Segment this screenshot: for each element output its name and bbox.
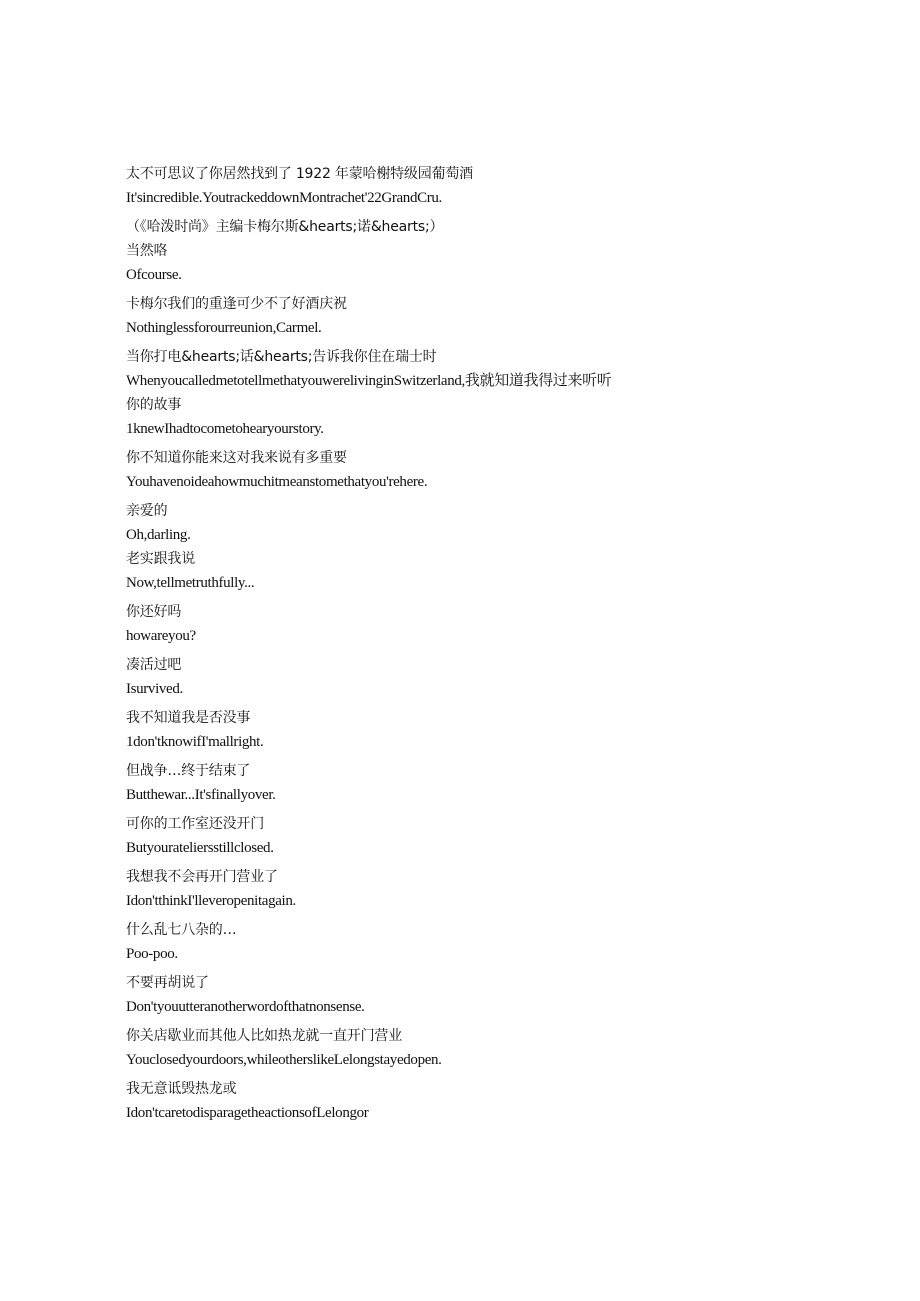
text-line: Butyourateliersstillclosed. bbox=[126, 840, 274, 856]
text-line: 卡梅尔我们的重逢可少不了好酒庆祝 bbox=[126, 296, 347, 312]
text-line: 我不知道我是否没事 bbox=[126, 710, 251, 726]
text-line: 1knewIhadtocometohearyourstory. bbox=[126, 421, 324, 437]
text-line: It'sincredible.YoutrackeddownMontrachet'22GrandCru. bbox=[126, 190, 442, 206]
text-line: 1don'tknowifI'mallright. bbox=[126, 734, 264, 750]
text-line: 当然咯 bbox=[126, 243, 168, 259]
subtitle-transcript bbox=[126, 162, 826, 1125]
text-line: 太不可思议了你居然找到了 1922 年蒙哈榭特级园葡萄酒 bbox=[126, 166, 473, 182]
text-line: 你还好吗 bbox=[126, 604, 182, 620]
text-line: 不要再胡说了 bbox=[126, 975, 209, 991]
text-line: 我想我不会再开门营业了 bbox=[126, 869, 278, 885]
text-line: howareyou? bbox=[126, 628, 196, 644]
text-line: Poo-poo. bbox=[126, 946, 178, 962]
text-line: 亲爱的 bbox=[126, 503, 168, 519]
text-line: 当你打电&hearts;话&hearts;告诉我你住在瑞士时 bbox=[126, 349, 437, 365]
text-line: 我无意诋毁热龙或 bbox=[126, 1081, 237, 1097]
text-line: Idon'tcaretodisparagetheactionsofLelongor bbox=[126, 1105, 369, 1121]
text-line: 可你的工作室还没开门 bbox=[126, 816, 264, 832]
text-line: Ofcourse. bbox=[126, 267, 182, 283]
text-line: 你不知道你能来这对我来说有多重要 bbox=[126, 450, 347, 466]
text-line: 你的故事 bbox=[126, 397, 182, 413]
text-line: Idon'tthinkI'lleveropenitagain. bbox=[126, 893, 296, 909]
text-line: 但战争…终于结束了 bbox=[126, 763, 251, 779]
text-line: Now,tellmetruthfully... bbox=[126, 575, 255, 591]
text-line: 你关店歇业而其他人比如热龙就一直开门营业 bbox=[126, 1028, 402, 1044]
text-line: Nothinglessforourreunion,Carmel. bbox=[126, 320, 322, 336]
text-line: （《哈泼时尚》主编卡梅尔斯&hearts;诺&hearts;） bbox=[126, 219, 444, 235]
text-line: 凑活过吧 bbox=[126, 657, 182, 673]
text-line: Isurvived. bbox=[126, 681, 183, 697]
text-line: Oh,darling. bbox=[126, 527, 191, 543]
text-line: Youhavenoideahowmuchitmeanstomethatyou'rehere. bbox=[126, 474, 428, 490]
text-line: 老实跟我说 bbox=[126, 551, 195, 567]
text-line: Youclosedyourdoors,whileotherslikeLelongstayedopen. bbox=[126, 1052, 442, 1068]
text-line: Butthewar...It'sfinallyover. bbox=[126, 787, 276, 803]
text-line: 什么乱七八杂的… bbox=[126, 922, 237, 938]
text-line: Don'tyouutteranotherwordofthatnonsense. bbox=[126, 999, 365, 1015]
text-line: WhenyoucalledmetotellmethatyouwerelivinginSwitzerland,我就知道我得过来听听 bbox=[126, 373, 612, 389]
